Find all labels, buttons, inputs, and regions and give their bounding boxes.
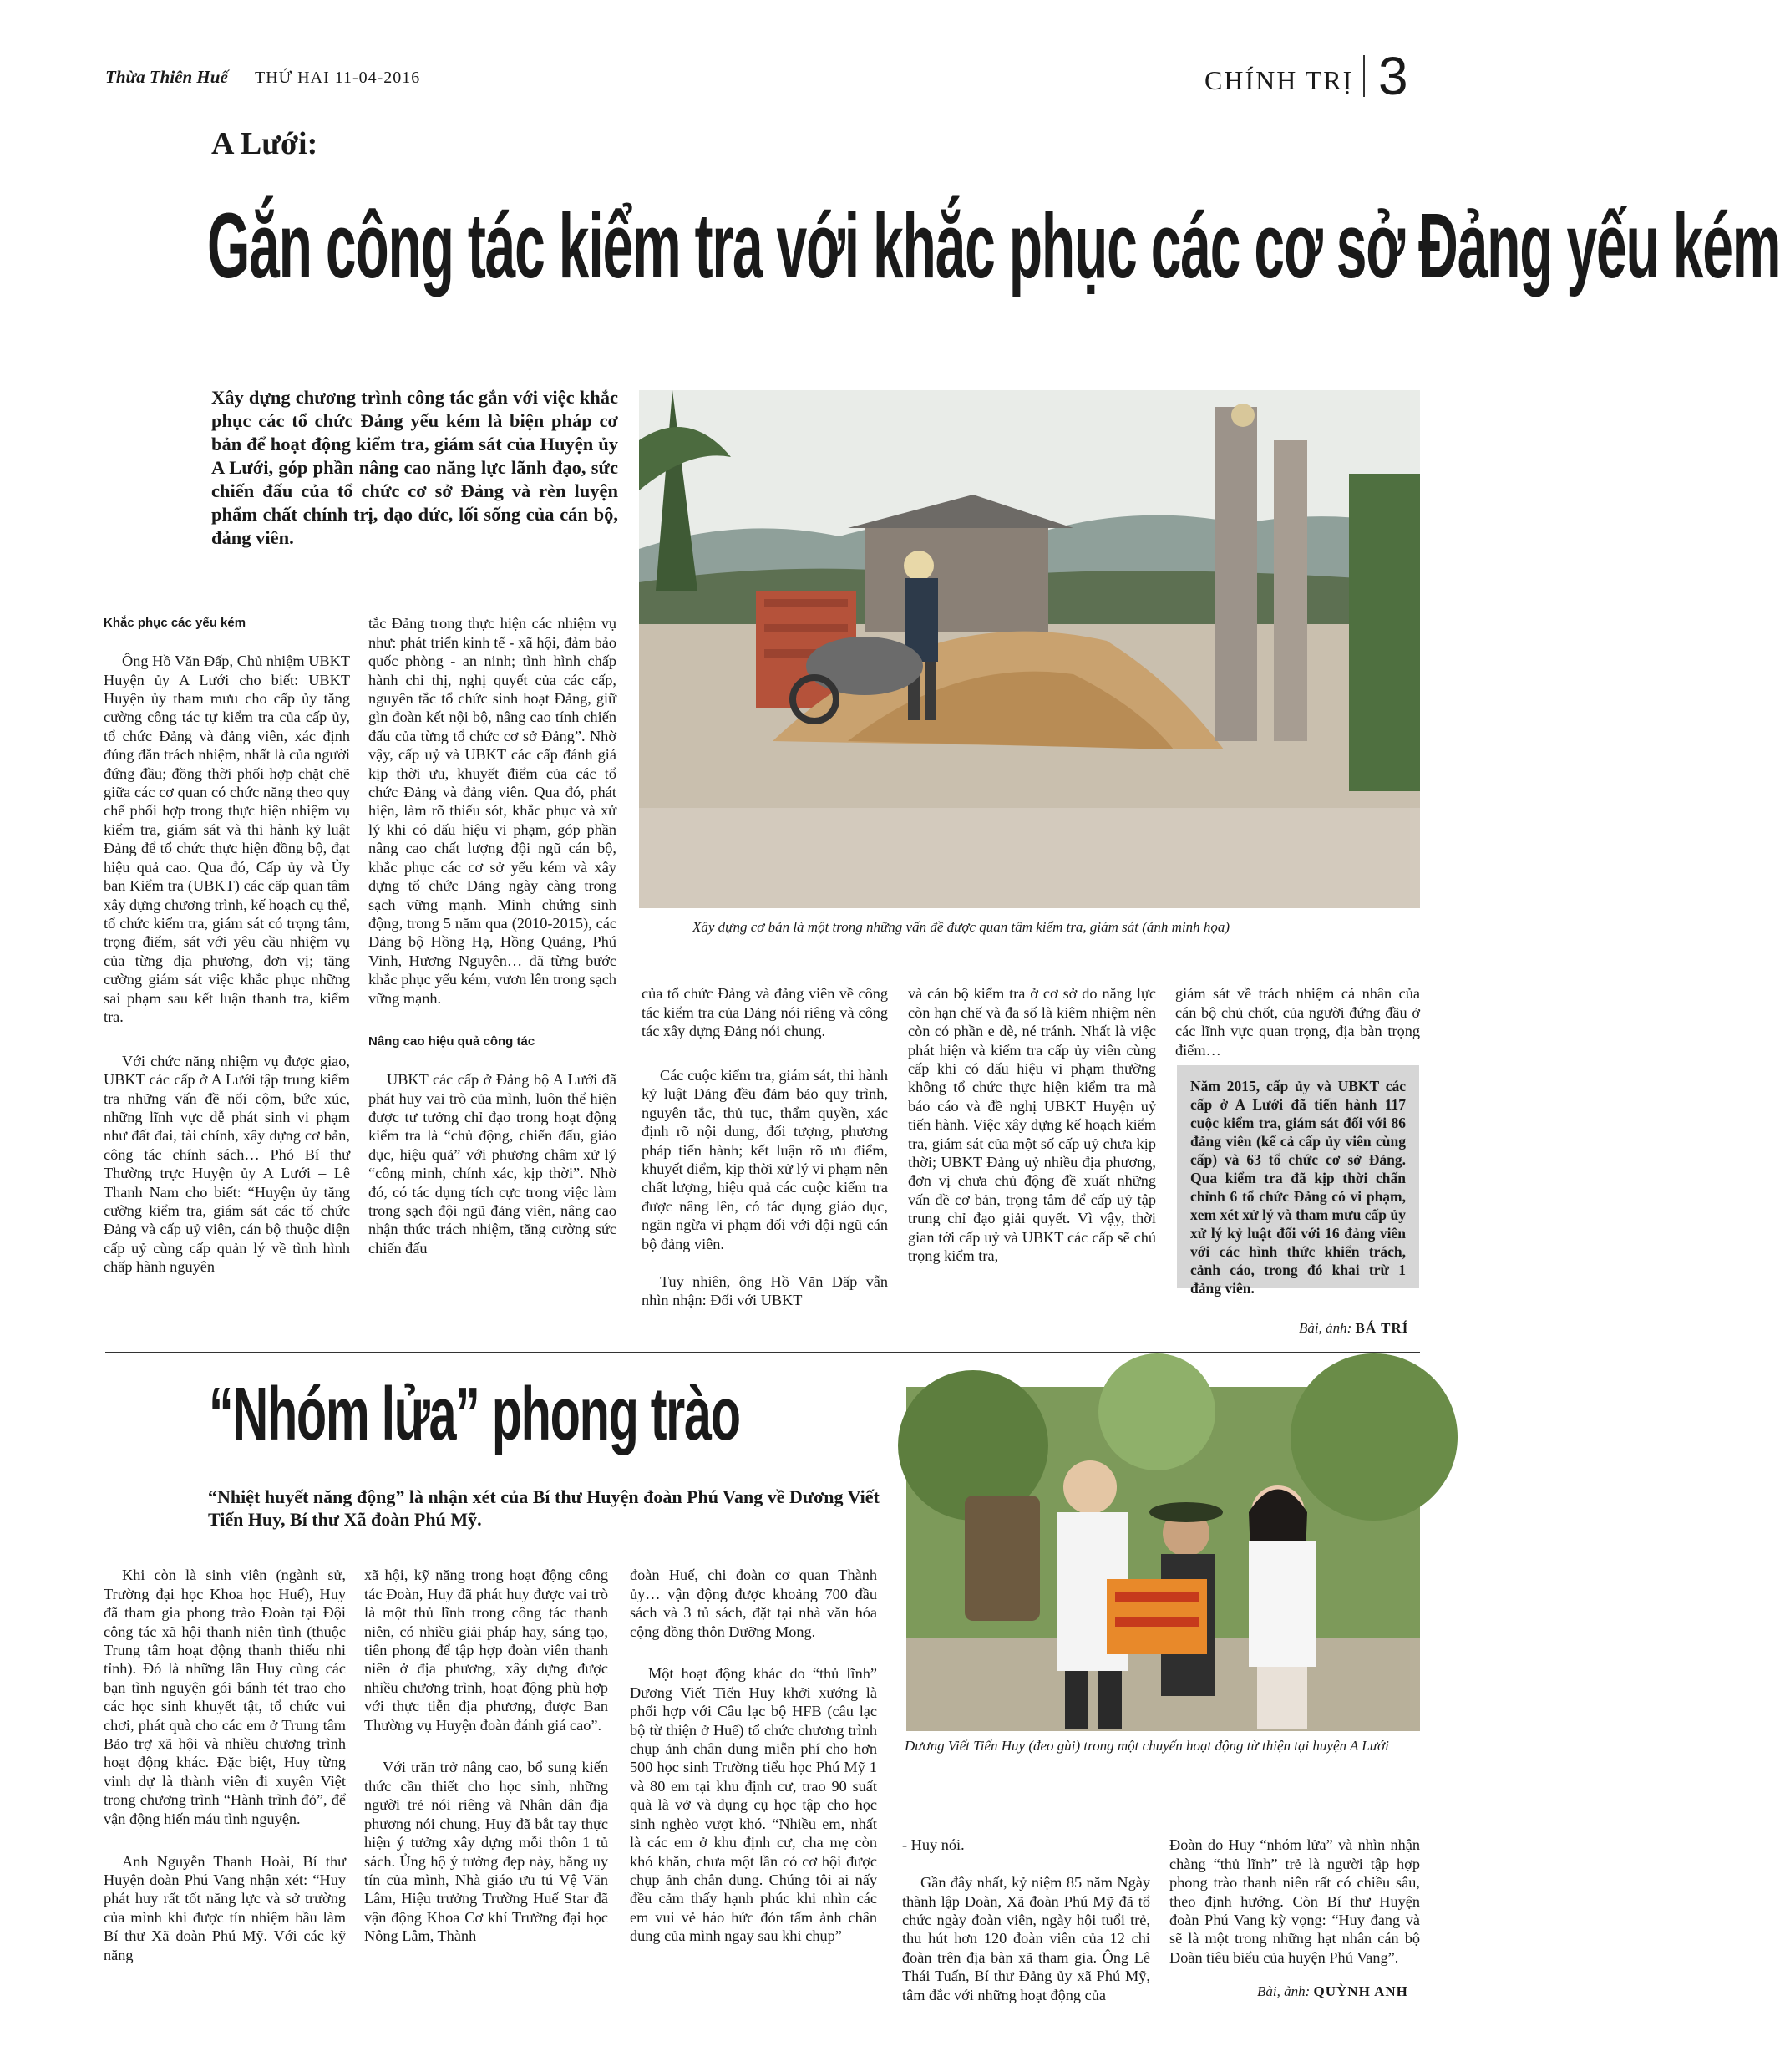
article1-paragraph: và cán bộ kiểm tra ở cơ sở do năng lực còn hạn chế và đa số là kiêm nhiệm nên còn có phần e dè, né tránh. Nhất là việc phát hiện và kiểm tra cấp ủy viên cùng cấp khi có dấu hiệu vi phạm thường không tổ chức thực hiện kiểm tra mà báo cáo và đề nghị UBKT Huyện uỷ tiến hành. Việc xây dựng kế hoạch kiểm tra, giám sát của một số cấp uỷ chưa kịp thời; UBKT Đảng uỷ nhiều địa phương, đơn vị chưa chủ động đề xuất những vấn đề cơ bản, trọng tâm để cấp uỷ tập trung chỉ đạo giải quyết. Vì vậy, thời gian tới cấp uỷ và UBKT các cấp sẽ chú trọng kiểm tra, (908, 985, 1156, 1265)
article1-kicker: A Lưới: (211, 126, 318, 161)
article1-col1 (104, 596, 350, 1295)
article-divider (105, 1352, 1420, 1353)
newspaper-name: Thừa Thiên Huế (105, 67, 228, 87)
article1-paragraph: giám sát về trách nhiệm cá nhân của cán bộ chủ chốt, của người đứng đầu ở các lĩnh vực quan trọng, địa bàn trọng điểm… (1175, 985, 1420, 1059)
article1-paragraph: Ông Hồ Văn Đấp, Chủ nhiệm UBKT Huyện ủy A Lưới cho biết: UBKT Huyện ủy tham mưu cho cấp ủy tăng cường công tác tự kiểm tra của cấp ủy, tổ chức Đảng và đảng viên, xác định đúng đắn trách nhiệm, nhất là của người đứng đầu; đồng thời phối hợp chặt chẽ giữa các cơ quan có chức năng theo quy chế phối hợp trong thực hiện nhiệm vụ kiểm tra, giám sát và thi hành kỷ luật Đảng để tổ chức thực hiện đồng bộ, đạt hiệu quả cao. Qua đó, Cấp ủy và Ủy ban Kiểm tra (UBKT) các cấp quan tâm xây dựng chương trình, kế hoạch cụ thể, tổ chức kiểm tra, giám sát có trọng tâm, trọng điểm, sát với yêu cầu nhiệm vụ của từng địa phương, đơn vị; tăng cường giám sát việc khắc phục những sai phạm sau kết luận thanh tra, kiểm tra. (104, 653, 350, 1025)
byline-author: QUỲNH ANH (1313, 1983, 1408, 1999)
article1-byline (1299, 1320, 1408, 1337)
article2-headline: “Nhóm lửa” phong trào (209, 1373, 740, 1456)
issue-date: THỨ HAI 11-04-2016 (255, 69, 421, 87)
article2-col5 (1169, 1817, 1420, 1986)
construction-photo (639, 390, 1420, 908)
byline-prefix: Bài, ảnh: (1299, 1320, 1352, 1336)
section-name: CHÍNH TRỊ (1204, 65, 1354, 95)
page-number: 3 (1378, 46, 1408, 106)
article1-subhead-2: Nâng cao hiệu quả công tác (368, 1034, 535, 1049)
article1-paragraph: tắc Đảng trong thực hiện các nhiệm vụ như: phát triển kinh tế - xã hội, đảm bảo quốc phòng - an ninh; tình hình chấp hành chỉ thị, nghị quyết của các cấp, nguyên tắc tổ chức sinh hoạt Đảng, giữ gìn đoàn kết nội bộ, nâng cao tính chiến đấu của từng tổ chức cơ sở Đảng”. Nhờ vậy, cấp uỷ và UBKT các cấp đánh giá kịp thời ưu, khuyết điểm của các tổ chức Đảng và đảng viên. Qua đó, phát hiện, làm rõ thiếu sót, khắc phục và xử lý khi có dấu hiệu vi phạm, góp phần nâng cao chất lượng đội ngũ cán bộ, khắc phục các cơ sở yếu kém và xây dựng tổ chức Đảng ngày càng trong sạch vững mạnh. Minh chứng sinh động, trong 5 năm qua (2010-2015), các Đảng bộ Hồng Hạ, Hồng Quảng, Phú Vinh, Hương Nguyên… đã từng bước khắc phục yếu kém, vươn lên trong sạch vững mạnh. (368, 615, 616, 1007)
article2-paragraph: Đoàn do Huy “nhóm lửa” và nhìn nhận chàng “thủ lĩnh” trẻ là người tập hợp phong trào thanh niên rất có chiều sâu, theo định hướng. Còn Bí thư Huyện đoàn Phú Vang kỳ vọng: “Huy đang và sẽ là một trong những hạt nhân cán bộ Đoàn tiêu biểu của huyện Phú Vang”. (1169, 1836, 1420, 1966)
article1-col2 (368, 596, 616, 1277)
article2-paragraph: đoàn Huế, chi đoàn cơ quan Thành ủy… vận động được khoảng 700 đầu sách và 3 tủ sách, đặt tại nhà văn hóa cộng đồng thôn Dưỡng Mong. (630, 1567, 877, 1640)
article2-paragraph: - Huy nói. (902, 1836, 965, 1854)
article1-paragraph: Với chức năng nhiệm vụ được giao, UBKT các cấp ở A Lưới tập trung kiểm tra những vấn đề nổi cộm, bức xúc, những lĩnh vực dễ phát sinh vi phạm như đất đai, tài chính, xây dựng cơ bản, công tác chính sách… Phó Bí thư Thường trực Huyện ủy A Lưới – Lê Thanh Nam cho biết: “Huyện ủy tăng cường kiểm tra, giám sát các tổ chức Đảng và cấp uỷ viên, cán bộ thuộc diện cấp uỷ cùng cấp quản lý về tình hình chấp hành nguyên (104, 1052, 350, 1276)
article1-col5 (1175, 966, 1420, 1078)
volunteers-photo (906, 1387, 1420, 1731)
article1-sapo: Xây dựng chương trình công tác gắn với việc khắc phục các tổ chức Đảng yếu kém là biện pháp cơ bản để hoạt động kiểm tra, giám sát của Huyện ủy A Lưới, góp phần nâng cao năng lực lãnh đạo, sức chiến đấu của tổ chức cơ sở Đảng và rèn luyện phẩm chất chính trị, đạo đức, lối sống của cán bộ, đảng viên. (211, 387, 618, 548)
byline-author: BÁ TRÍ (1355, 1320, 1409, 1336)
article1-col4 (908, 966, 1156, 1284)
article2-paragraph: Với trăn trở nâng cao, bổ sung kiến thức cần thiết cho học sinh, những người trẻ nói riêng và Nhân dân địa phương nói chung, Huy đã bắt tay thực hiện ý tưởng xây dựng mỗi thôn 1 tủ sách. Ủng hộ ý tưởng đẹp này, bằng uy tín của mình, Nhà giáo ưu tú Vệ Văn Lâm, Hiệu trưởng Trường Huế Star đã vận động Khoa Cơ khí Trường đại học Nông Lâm, Thành (364, 1759, 608, 1945)
article1-paragraph: Các cuộc kiểm tra, giám sát, thi hành kỷ luật Đảng đều đảm bảo quy trình, nguyên tắc, thủ tục, thẩm quyền, xác định rõ nội dung, đối tượng, phương pháp tiến hành; kết luận rõ ưu điểm, khuyết điểm, kịp thời xử lý vi phạm nên chất lượng, hiệu quả các cuộc kiểm tra được nâng lên, có tác dụng giáo dục, ngăn ngừa vi phạm đối với đội ngũ cán bộ đảng viên. (642, 1067, 888, 1252)
article2-paragraph: Khi còn là sinh viên (ngành sử, Trường đại học Khoa học Huế), Huy đã tham gia phong trào Đoàn tại Đội công tác xã hội thanh niên tình (thuộc Trung tâm hoạt động thanh thiếu nhi tỉnh). Đó là những lần Huy cùng các bạn tình nguyện gói bánh tét trao cho các học sinh khuyết tật, tổ chức vui chơi, phát quà cho các em ở Trung tâm Bảo trợ xã hội và nhiều chương trình hoạt động khác. Đặc biệt, Huy từng vinh dự là thành viên đi xuyên Việt trong chương trình “Hành trình đỏ”, để vận động hiến máu tình nguyện. (104, 1567, 346, 1827)
article2-col1 (104, 1547, 346, 1983)
article2-paragraph: Anh Nguyễn Thanh Hoài, Bí thư Huyện đoàn Phú Vang nhận xét: “Huy phát huy rất tốt năng lực và sở trường của mình khi được tín nhiệm bầu làm Bí thư Xã đoàn Phú Mỹ. Với các kỹ năng (104, 1852, 346, 1963)
article1-paragraph: của tổ chức Đảng và đảng viên về công tác kiểm tra của Đảng nói riêng và công tác xây dựng Đảng nói chung. (642, 985, 888, 1040)
byline-prefix: Bài, ảnh: (1257, 1983, 1311, 1999)
article2-paragraph: Một hoạt động khác do “thủ lĩnh” Dương Viết Tiến Huy khởi xướng là phối hợp với Câu lạc bộ HFB (câu lạc bộ từ thiện ở Huế) tổ chức chương trình chụp ảnh chân dung miễn phí cho hơn 500 học sinh Trường tiểu học Phú Mỹ 1 và 80 em tại khu định cư, trao 90 suất quà là vở và dụng cụ học tập cho học sinh nghèo vượt khó. “Nhiều em, nhất là các em ở khu định cư, cha mẹ còn khó khăn, chưa một lần có cơ hội được chụp ảnh chân dung. Chúng tôi ai nấy đều cảm thấy hạnh phúc khi nhìn các em vui vẻ háo hức đón tấm ảnh chân dung của mình ngay sau khi chụp” (630, 1665, 877, 1945)
article2-col4 (902, 1817, 1150, 2023)
article2-byline (1257, 1983, 1408, 2000)
article1-subhead-1: Khắc phục các yếu kém (104, 616, 246, 631)
article1-paragraph: UBKT các cấp ở Đảng bộ A Lưới đã phát huy vai trò của mình, luôn thể hiện được tư tưởng chỉ đạo trong hoạt động kiểm tra là “chủ động, chiến đấu, giáo dục, hiệu quả” với phương châm xử lý “công minh, chính xác, kịp thời”. Nhờ đó, có tác dụng tích cực trong việc làm trong sạch đội ngũ đảng viên, nâng cao nhận thức trách nhiệm, tăng cường sức chiến đấu (368, 1071, 616, 1257)
section-divider (1363, 55, 1365, 97)
article2-photo-caption: Dương Viết Tiến Huy (đeo gùi) trong một chuyến hoạt động từ thiện tại huyện A Lưới (905, 1738, 1389, 1754)
article1-factbox: Năm 2015, cấp ủy và UBKT các cấp ở A Lưới đã tiến hành 117 cuộc kiểm tra, giám sát đối với 86 đảng viên (kể cả cấp ủy viên cùng cấp) và 63 tổ chức cơ sở Đảng. Qua kiểm tra đã kịp thời chấn chỉnh 6 tổ chức Đảng có vi phạm, xem xét xử lý và tham mưu cấp ủy xử lý kỷ luật đối với 16 đảng viên với các hình thức khiển trách, cảnh cáo, trong đó khai trừ 1 đảng viên. (1177, 1065, 1419, 1288)
article2-paragraph: xã hội, kỹ năng trong hoạt động công tác Đoàn, Huy đã phát huy được vai trò là một thủ lĩnh trong công tác thanh niên, có nhiều giải pháp hay, sáng tạo, tiên phong để tập hợp đoàn viên thanh niên ở địa phương, xây dựng được nhiều chương trình, hoạt động phù hợp với thực tiễn địa phương, được Ban Thường vụ Huyện đoàn đánh giá cao”. (364, 1567, 608, 1734)
article2-sapo: “Nhiệt huyết năng động” là nhận xét của Bí thư Huyện đoàn Phú Vang về Dương Viết Tiến Huy, Bí thư Xã đoàn Phú Mỹ. (208, 1486, 880, 1530)
article2-col3 (630, 1547, 877, 1964)
article1-paragraph: Tuy nhiên, ông Hồ Văn Đấp vẫn nhìn nhận: Đối với UBKT (642, 1272, 888, 1308)
article2-paragraph: Gần đây nhất, kỷ niệm 85 năm Ngày thành lập Đoàn, Xã đoàn Phú Mỹ đã tổ chức ngày đoàn viên, ngày hội tuổi trẻ, thu hút hơn 120 đoàn viên của 12 chi đoàn trên địa bàn xã tham gia. Ông Lê Thái Tuấn, Bí thư Đảng ủy xã Phú Mỹ, tâm đắc với những hoạt động của (902, 1874, 1150, 2003)
article1-photo-caption: Xây dựng cơ bản là một trong những vấn đề được quan tâm kiểm tra, giám sát (ảnh minh họa) (692, 919, 1230, 935)
article1-headline: Gắn công tác kiểm tra với khắc phục các cơ sở Đảng yếu kém (207, 195, 1780, 297)
article1-col3 (642, 966, 888, 1328)
article2-col2 (364, 1547, 608, 1964)
